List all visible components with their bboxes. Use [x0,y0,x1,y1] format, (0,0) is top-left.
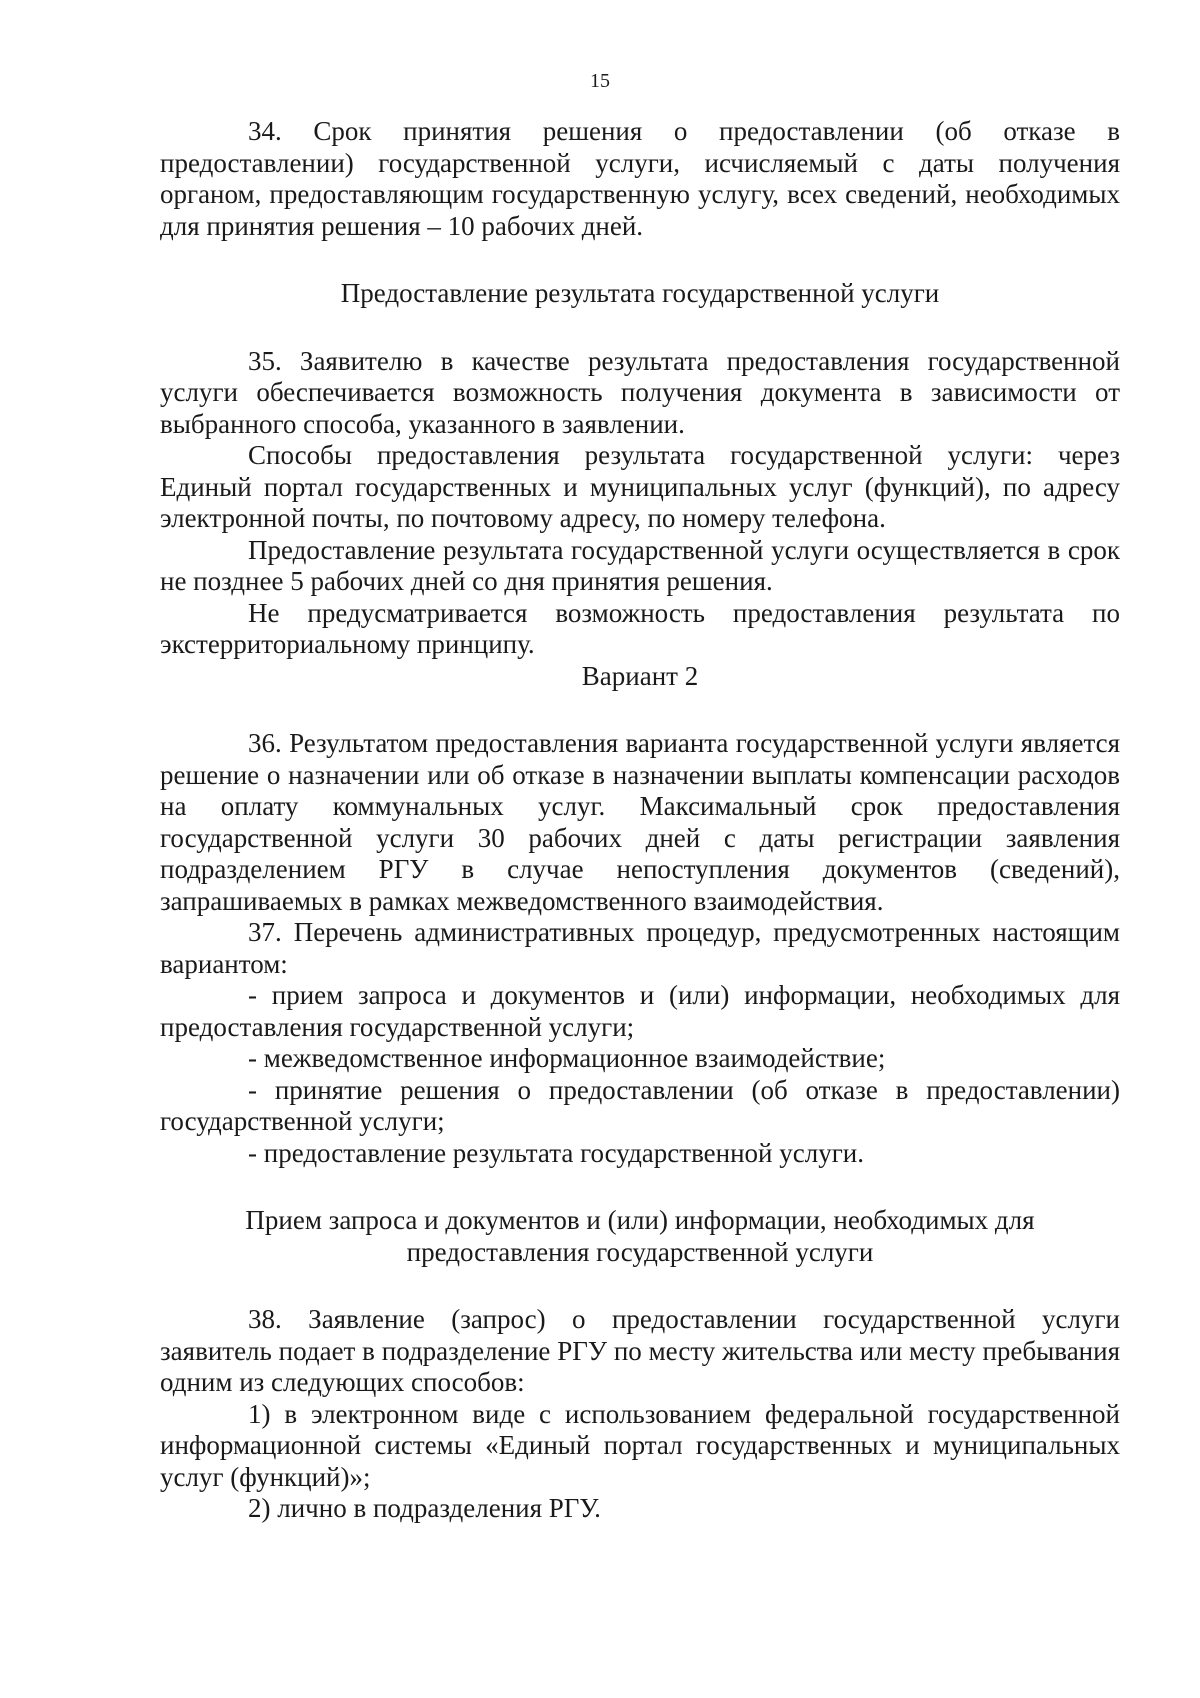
list-item: - прием запроса и документов и (или) информации, необходимых для предоставления государственной услуги; [160,980,1120,1042]
heading-result-provision: Предоставление результата государственной услуги [340,278,940,308]
paragraph-36: 36. Результатом предоставления варианта государственной услуги является решение о назначении или об отказе в назначении выплаты компенсации расходов на оплату коммунальных услуг. Максимальный срок предоставления государственной услуги 30 рабочих дней с даты регистрации заявления подразделением РГУ в случае непоступления документов (сведений), запрашиваемых в рамках межведомственного взаимодействия. [160,728,1120,916]
list-item: - предоставление результата государственной услуги. [248,1137,864,1168]
list-item: - принятие решения о предоставлении (об отказе в предоставлении) государственной услуги; [160,1074,1120,1136]
paragraph-35-extraterritorial: Не предусматривается возможность предоставления результата по экстерриториальному принципу. [160,597,1120,659]
paragraph-38: 38. Заявление (запрос) о предоставлении государственной услуги заявитель подает в подразделение РГУ по месту жительства или месту пребывания одним из следующих способов: [160,1304,1120,1397]
paragraph-34: 34. Срок принятия решения о предоставлении (об отказе в предоставлении) государственной услуги, исчисляемый с даты получения органом, предоставляющим государственную услугу, всех сведений, необходимых для принятия решения – 10 рабочих дней. [160,116,1120,241]
paragraph-35-deadline: Предоставление результата государственной услуги осуществляется в срок не позднее 5 рабочих дней со дня принятия решения. [160,534,1120,596]
paragraph-37: 37. Перечень административных процедур, предусмотренных настоящим вариантом: [160,917,1120,979]
paragraph-35-methods: Способы предоставления результата государственной услуги: через Единый портал государственных и муниципальных услуг (функций), по адресу электронной почты, по почтовому адресу, по номеру телефона. [160,440,1120,533]
page-number: 15 [590,70,610,92]
document-body [160,116,1120,1525]
paragraph-35: 35. Заявителю в качестве результата предоставления государственной услуги обеспечивается возможность получения документа в зависимости от выбранного способа, указанного в заявлении. [160,345,1120,439]
list-item: - межведомственное информационное взаимодействие; [248,1043,886,1073]
list-item: 1) в электронном виде с использованием федеральной государственной информационной системы «Единый портал государственных и муниципальных услуг (функций)»; [160,1398,1120,1492]
heading-variant-2: Вариант 2 [581,660,699,691]
heading-intake-line-1: Прием запроса и документов и (или) информации, необходимых для [245,1205,1035,1235]
heading-intake-line-2: предоставления государственной услуги [406,1236,874,1267]
list-item: 2) лично в подразделения РГУ. [248,1493,601,1523]
